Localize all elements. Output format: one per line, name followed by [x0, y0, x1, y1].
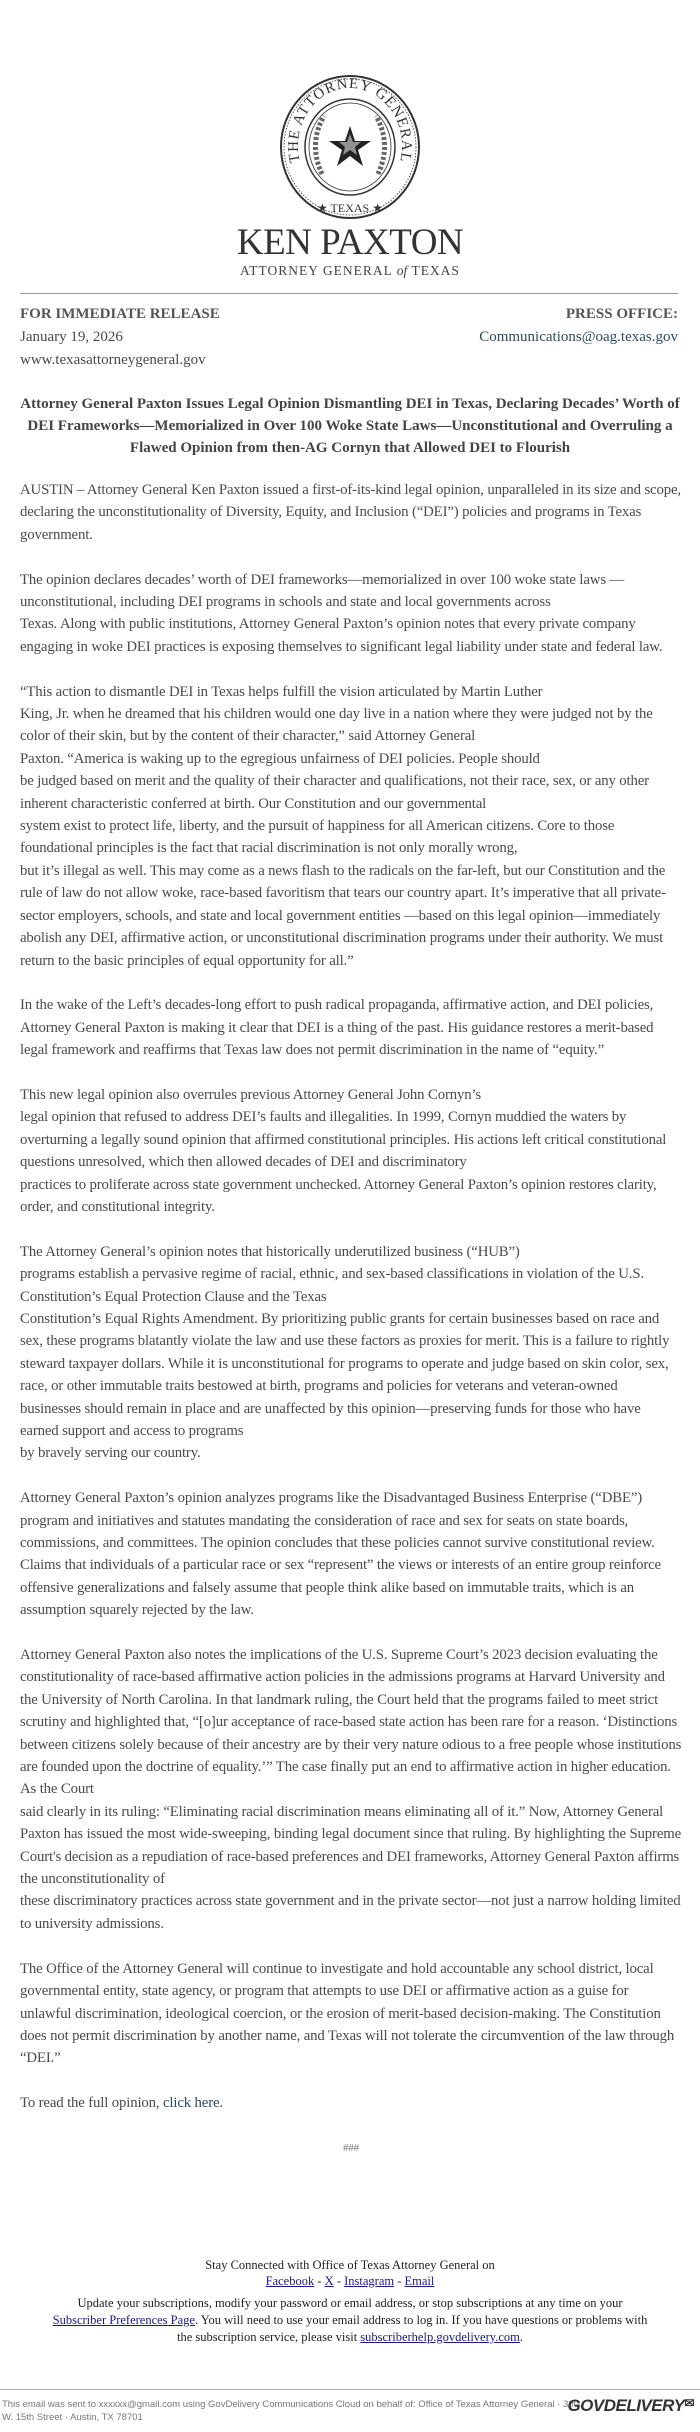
paragraph-text: but it’s illegal as well. This may come as a news flash to the radicals on the far-left, but our Constitution and the rule of law do not allow woke, race-based favoritism that tears our country apart. It’s imperative that all private-sector employers, schools, and state and local government entities —based on this legal opinion—immediately abolish any DEI, affirmative action, or unconstitutional discrimination programs under their authority. We must return to the basic principles of equal opportunity for all.” — [20, 862, 666, 969]
body-paragraph — [20, 479, 682, 546]
paragraph-text: legal opinion that refused to address DEI’s faults and illegalities. In 1999, Cornyn muddied the waters by overturning a legally sound opinion that affirmed constitutional principles. His actions left critical constitutional questions unresolved, which then allowed decades of DEI and discriminatory — [20, 1109, 667, 1171]
subscription-info — [0, 2295, 700, 2346]
release-info — [20, 303, 220, 372]
body-paragraph — [20, 569, 682, 659]
subscriber-preferences-link[interactable]: Subscriber Preferences Page — [52, 2313, 195, 2327]
paragraph-text: be judged based on merit and the quality of their character and qualifications, not their race, sex, or any other inherent characteristic conferred at birth. Our Constitution and our governmental — [20, 773, 649, 812]
envelope-icon: ✉ — [684, 2396, 694, 2410]
attorney-general-seal-logo — [278, 74, 422, 220]
body-paragraph — [20, 994, 682, 1061]
read-more-text: To read the full opinion, — [20, 2095, 163, 2112]
body-paragraph — [20, 1644, 682, 1935]
facebook-link[interactable]: Facebook — [265, 2274, 315, 2288]
paragraph-text: King, Jr. when he dreamed that his children would one day live in a nation where they were judged not by the color of their skin, but by the content of their character,” said Attorney General — [20, 706, 653, 745]
website-text: www.texasattorneygeneral.gov — [20, 352, 206, 368]
article-body — [20, 479, 682, 2159]
press-office-info — [479, 303, 678, 349]
paragraph-text: The Office of the Attorney General will continue to investigate and hold accountable any school district, local governmental entity, state agency, or program that attempts to use DEI or affirmative action as a guise for unlawful discrimination, ideological coercion, or the erosion of merit-based decision-making. The Constitution does not permit discrimination by another name, and Texas will not tolerate the circumvention of the law through “DEI.” — [20, 1960, 675, 2067]
press-email-link[interactable]: Communications@oag.texas.gov — [479, 329, 678, 345]
body-paragraph — [20, 681, 682, 972]
read-more-suffix: . — [219, 2095, 223, 2112]
read-more — [20, 2092, 682, 2114]
official-name: KEN PAXTON — [236, 222, 464, 263]
paragraph-text: programs establish a pervasive regime of racial, ethnic, and sex-based classifications in violation of the U.S. Constitution’s Equal Protection Clause and the Texas — [20, 1266, 644, 1305]
headline: Attorney General Paxton Issues Legal Opinion Dismantling DEI in Texas, Declaring Decades’ Worth of DEI Frameworks—Memorialized in Over 100 Woke State Laws—Unconstitutional and Overruling a Flawed Opinion from then-AG Cornyn that Allowed DEI to Flourish — [20, 396, 680, 456]
release-label: FOR IMMEDIATE RELEASE — [20, 306, 220, 322]
svg-text:★ TEXAS ★: ★ TEXAS ★ — [317, 201, 383, 215]
stay-connected-text: Stay Connected with Office of Texas Attorney General on — [205, 2258, 495, 2272]
body-paragraph — [20, 1487, 682, 1621]
paragraph-text: Paxton. “America is waking up to the egregious unfairness of DEI policies. People should — [20, 750, 540, 767]
update-text: Update your subscriptions, modify your password or email address, or stop subscriptions at any time on your — [77, 2296, 623, 2310]
separator: - — [333, 2274, 345, 2288]
full-opinion-link[interactable]: click here — [163, 2095, 220, 2112]
update-text-2: . You will need to use your email address to log in. If you have questions or problems with the subscription service, please visit — [177, 2313, 648, 2344]
subscriber-help-link[interactable]: subscriberhelp.govdelivery.com — [360, 2330, 520, 2344]
footer-divider — [0, 2389, 700, 2390]
paragraph-text: The Attorney General’s opinion notes that historically underutilized business (“HUB”) — [20, 1243, 520, 1260]
paragraph-text: In the wake of the Left’s decades-long effort to push radical propaganda, affirmative action, and DEI policies, Attorney General Paxton is making it clear that DEI is a thing of the past. His guidance restores a merit-based legal framework and reaffirms that Texas law does not permit discrimination in the name of “equity.” — [20, 997, 654, 1059]
paragraph-text: Texas. Along with public institutions, Attorney General Paxton’s opinion notes that every private company engaging in woke DEI practices is exposing themselves to significant legal liability under state and federal law. — [20, 616, 663, 655]
body-paragraph — [20, 1241, 682, 1465]
paragraph-text: This new legal opinion also overrules previous Attorney General John Cornyn’s — [20, 1086, 482, 1103]
paragraph-text: said clearly in its ruling: “Eliminating racial discrimination means eliminating all of it.” Now, Attorney General Paxton has issued the most wide-sweeping, binding legal document since that ruling. By highlighting the Supreme Court's decision as a repudiation of race-based preferences and DEI frameworks, Attorney General Paxton affirms the unconstitutionality of — [20, 1803, 682, 1888]
body-paragraph — [20, 1084, 682, 1218]
paragraph-text: by bravely serving our country. — [20, 1445, 201, 1462]
social-links — [0, 2273, 700, 2289]
paragraph-text: system exist to protect life, liberty, and the pursuit of happiness for all American citizens. Core to those foundational principles is the fact that racial discrimination is not only morally wrong, — [20, 818, 615, 857]
separator: - — [394, 2274, 405, 2288]
release-date: January 19, 2026 — [20, 329, 123, 345]
paragraph-text: Attorney General Paxton’s opinion analyzes programs like the Disadvantaged Business Enterprise (“DBE”) program and initiatives and statutes mandating the consideration of race and sex for seats on state boards, commissions, and committees. The opinion concludes that these policies cannot survive constitutional review. Claims that individuals of a particular race or sex “represent” the views or interests of an entire group reinforce offensive generalizations and falsely assume that people think alike based on immutable traits, which is an assumption squarely rejected by the law. — [20, 1490, 661, 1619]
update-text-3: . — [519, 2330, 523, 2344]
header-divider — [20, 293, 678, 294]
email-link[interactable]: Email — [404, 2274, 435, 2288]
separator: - — [314, 2274, 325, 2288]
govdelivery-logo — [567, 2396, 694, 2416]
instagram-link[interactable]: Instagram — [344, 2274, 395, 2288]
paragraph-text: practices to proliferate across state government unchecked. Attorney General Paxton’s opinion restores clarity, order, and constitutional integrity. — [20, 1176, 657, 1215]
paragraph-text: “This action to dismantle DEI in Texas helps fulfill the vision articulated by Martin Luther — [20, 683, 543, 700]
press-office-label: PRESS OFFICE: — [565, 306, 678, 322]
end-mark: ### — [342, 2141, 360, 2154]
paragraph-text: Attorney General Paxton also notes the implications of the U.S. Supreme Court’s 2023 decision evaluating the constitutionality of race-based affirmative action policies in the admissions programs at Harvard University and the University of North Carolina. In that landmark ruling, the Court held that the programs failed to meet strict scrutiny and highlighted that, “[o]ur acceptance of race-based state action has been rare for a reason. ‘Distinctions between citizens solely because of their ancestry are by their very nature odious to a free people whose institutions are founded upon the doctrine of equality.’” The case finally put an end to affirmative action in higher education. As the Court — [20, 1647, 682, 1798]
paragraph-text: these discriminatory practices across state government and in the private sector—not just a narrow holding limited to university admissions. — [20, 1893, 681, 1932]
govdelivery-brand: GOVDELIVERY — [567, 2396, 685, 2415]
svg-text:THE ATTORNEY GENERAL: THE ATTORNEY GENERAL — [285, 75, 415, 165]
paragraph-text: The opinion declares decades’ worth of DEI frameworks—memorialized in over 100 woke state laws —unconstitutional, including DEI programs in schools and state and local governments across — [20, 571, 625, 611]
x-link[interactable]: X — [324, 2274, 334, 2288]
paragraph-text: Constitution’s Equal Rights Amendment. By prioritizing public grants for certain businesses based on race and sex, these programs blatantly violate the law and use these factors as proxies for merit. This is a failure to rightly steward taxpayer dollars. While it is unconstitutional for programs to operate and judge based on skin color, sex, race, or other immutable traits bestowed at birth, programs and policies for veterans and veteran-owned businesses should remain in place and are unaffected by this opinion—preserving funds for those who have earned support and access to programs — [20, 1310, 670, 1439]
paragraph-text: AUSTIN – Attorney General Ken Paxton issued a first-of-its-kind legal opinion, unparalleled in its size and scope, declaring the unconstitutionality of Diversity, Equity, and Inclusion (“DEI”) policies and programs in Texas government. — [20, 482, 681, 543]
body-paragraph — [20, 1958, 682, 2070]
official-title: ATTORNEY GENERAL of TEXAS — [240, 263, 460, 278]
stay-connected — [0, 2257, 700, 2289]
sent-to-notice: This email was sent to xxxxxx@gmail.com using GovDelivery Communications Cloud on behalf of: Office of Texas Attorney General · 300 W. 15th Street · Austin, TX 78701 — [2, 2399, 579, 2423]
